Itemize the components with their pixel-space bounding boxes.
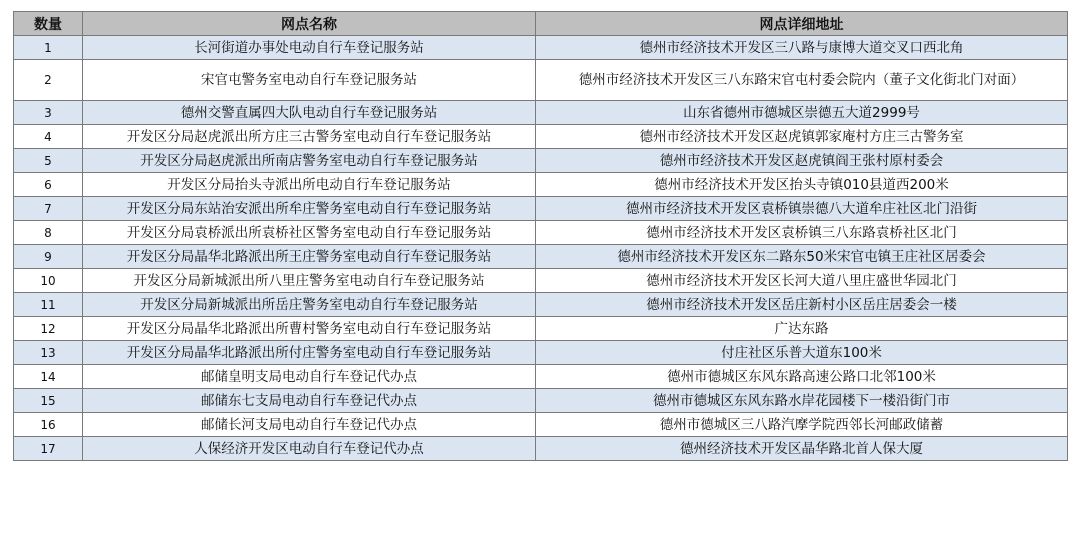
table-row (14, 36, 1068, 60)
row-number: 16 (14, 413, 83, 437)
site-address: 德州市德城区东风东路高速公路口北邻100米 (536, 365, 1068, 389)
row-number: 1 (14, 36, 83, 60)
site-address: 山东省德州市德城区崇德五大道2999号 (536, 101, 1068, 125)
site-name: 宋官屯警务室电动自行车登记服务站 (83, 60, 536, 101)
header-site-name: 网点名称 (83, 12, 536, 36)
row-number: 17 (14, 437, 83, 461)
table-row (14, 389, 1068, 413)
site-address: 德州市经济技术开发区袁桥镇三八东路袁桥社区北门 (536, 221, 1068, 245)
site-address: 德州市经济技术开发区三八路与康博大道交叉口西北角 (536, 36, 1068, 60)
table-row (14, 317, 1068, 341)
row-number: 10 (14, 269, 83, 293)
header-number: 数量 (14, 12, 83, 36)
site-address: 德州市经济技术开发区东二路东50米宋官屯镇王庄社区居委会 (536, 245, 1068, 269)
row-number: 2 (14, 60, 83, 101)
row-number: 3 (14, 101, 83, 125)
row-number: 6 (14, 173, 83, 197)
row-number: 9 (14, 245, 83, 269)
table-row (14, 293, 1068, 317)
header-site-address: 网点详细地址 (536, 12, 1068, 36)
site-address: 德州经济技术开发区晶华路北首人保大厦 (536, 437, 1068, 461)
site-address: 德州市经济技术开发区抬头寺镇010县道西200米 (536, 173, 1068, 197)
table-row (14, 221, 1068, 245)
site-address: 德州市经济技术开发区三八东路宋官屯村委会院内（董子文化街北门对面） (536, 60, 1068, 101)
site-name: 开发区分局东站治安派出所牟庄警务室电动自行车登记服务站 (83, 197, 536, 221)
site-address: 广达东路 (536, 317, 1068, 341)
table-row (14, 413, 1068, 437)
row-number: 11 (14, 293, 83, 317)
site-name: 邮储东七支局电动自行车登记代办点 (83, 389, 536, 413)
site-address: 德州市经济技术开发区赵虎镇阎王张村原村委会 (536, 149, 1068, 173)
site-name: 长河街道办事处电动自行车登记服务站 (83, 36, 536, 60)
site-name: 开发区分局晶华北路派出所王庄警务室电动自行车登记服务站 (83, 245, 536, 269)
table-row (14, 125, 1068, 149)
site-name: 开发区分局赵虎派出所方庄三古警务室电动自行车登记服务站 (83, 125, 536, 149)
site-name: 开发区分局袁桥派出所袁桥社区警务室电动自行车登记服务站 (83, 221, 536, 245)
row-number: 5 (14, 149, 83, 173)
site-address: 付庄社区乐普大道东100米 (536, 341, 1068, 365)
site-name: 开发区分局新城派出所岳庄警务室电动自行车登记服务站 (83, 293, 536, 317)
site-name: 开发区分局晶华北路派出所曹村警务室电动自行车登记服务站 (83, 317, 536, 341)
table-header-row (14, 12, 1068, 36)
registration-sites-table-container (13, 11, 1067, 461)
table-row (14, 269, 1068, 293)
table-row (14, 245, 1068, 269)
site-address: 德州市经济技术开发区长河大道八里庄盛世华园北门 (536, 269, 1068, 293)
row-number: 8 (14, 221, 83, 245)
table-row (14, 365, 1068, 389)
row-number: 13 (14, 341, 83, 365)
row-number: 14 (14, 365, 83, 389)
site-name: 开发区分局赵虎派出所南店警务室电动自行车登记服务站 (83, 149, 536, 173)
table-row (14, 173, 1068, 197)
row-number: 7 (14, 197, 83, 221)
site-address: 德州市经济技术开发区赵虎镇郭家庵村方庄三古警务室 (536, 125, 1068, 149)
site-address: 德州市德城区东风东路水岸花园楼下一楼沿街门市 (536, 389, 1068, 413)
table-row (14, 437, 1068, 461)
site-name: 邮储长河支局电动自行车登记代办点 (83, 413, 536, 437)
site-name: 开发区分局抬头寺派出所电动自行车登记服务站 (83, 173, 536, 197)
site-address: 德州市德城区三八路汽摩学院西邻长河邮政储蓄 (536, 413, 1068, 437)
row-number: 15 (14, 389, 83, 413)
row-number: 12 (14, 317, 83, 341)
site-name: 开发区分局晶华北路派出所付庄警务室电动自行车登记服务站 (83, 341, 536, 365)
table-row (14, 60, 1068, 101)
site-name: 开发区分局新城派出所八里庄警务室电动自行车登记服务站 (83, 269, 536, 293)
site-name: 邮储皇明支局电动自行车登记代办点 (83, 365, 536, 389)
site-name: 人保经济开发区电动自行车登记代办点 (83, 437, 536, 461)
row-number: 4 (14, 125, 83, 149)
site-address: 德州市经济技术开发区岳庄新村小区岳庄居委会一楼 (536, 293, 1068, 317)
site-address: 德州市经济技术开发区袁桥镇崇德八大道牟庄社区北门沿街 (536, 197, 1068, 221)
site-name: 德州交警直属四大队电动自行车登记服务站 (83, 101, 536, 125)
table-row (14, 101, 1068, 125)
table-row (14, 341, 1068, 365)
table-row (14, 197, 1068, 221)
registration-sites-table (13, 11, 1068, 461)
table-row (14, 149, 1068, 173)
